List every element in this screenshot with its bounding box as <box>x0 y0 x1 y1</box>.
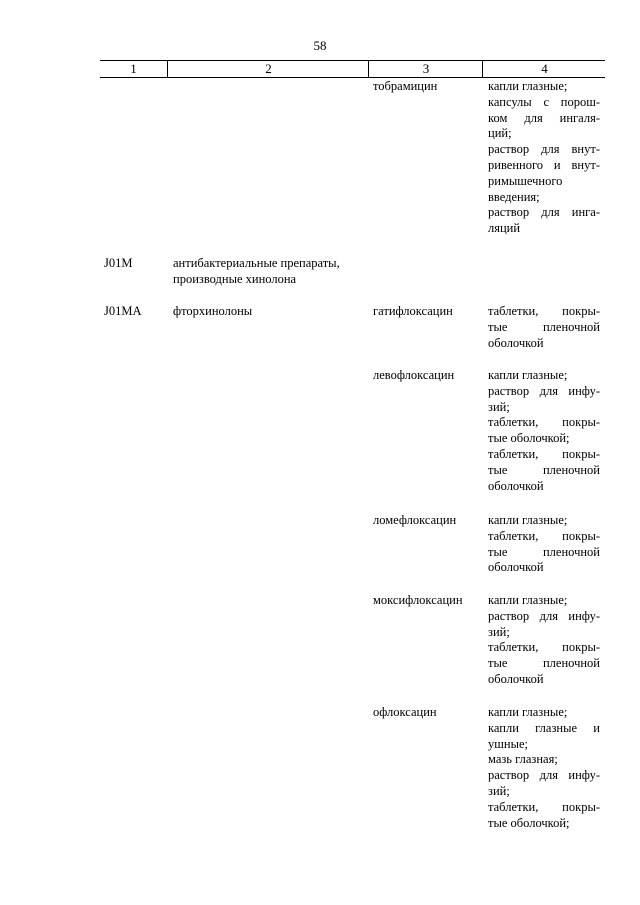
dosage-forms-line: оболочкой <box>488 335 544 350</box>
dosage-forms-line: таблетки, покры- <box>488 446 600 461</box>
page-number: 58 <box>313 38 327 53</box>
dosage-forms-line: ушные; <box>488 736 528 751</box>
dosage-forms <box>488 513 600 576</box>
column-header-2: 2 <box>167 61 369 77</box>
drug-name <box>373 79 437 95</box>
dosage-forms-line: капли глазные; <box>488 593 568 607</box>
dosage-forms-line: тые пленочной <box>488 656 600 671</box>
dosage-forms-line: капли глазные; <box>488 79 568 93</box>
dosage-forms-line: мазь глазная; <box>488 752 558 767</box>
dosage-forms-line: раствор для инга- <box>488 205 600 220</box>
dosage-forms-line: таблетки, покры- <box>488 528 600 543</box>
dosage-forms-line: раствор для внут- <box>488 142 600 157</box>
dosage-forms-line: раствор для инфу- <box>488 608 600 623</box>
dosage-forms-line: ций; <box>488 126 512 141</box>
table-header <box>100 60 605 78</box>
atc-code-line: J01M <box>104 256 133 270</box>
drug-name-line: моксифлоксацин <box>373 593 463 607</box>
column-header-4: 4 <box>482 61 606 77</box>
dosage-forms-line: таблетки, покры- <box>488 640 600 655</box>
dosage-forms-line: раствор для инфу- <box>488 383 600 398</box>
dosage-forms-line: зий; <box>488 783 510 798</box>
dosage-forms <box>488 304 600 351</box>
drug-name <box>373 368 454 384</box>
anatomical-therapeutic-group-line: антибактериальные препараты, <box>173 256 340 270</box>
dosage-forms-line: оболочкой <box>488 478 544 493</box>
dosage-forms-line: тые оболочкой; <box>488 815 570 830</box>
dosage-forms-line: ляций <box>488 221 521 236</box>
drug-name <box>373 593 463 609</box>
dosage-forms <box>488 79 600 237</box>
dosage-forms-line: оболочкой <box>488 671 544 686</box>
drug-name <box>373 304 453 320</box>
drug-name-line: ломефлоксацин <box>373 513 457 527</box>
drug-name <box>373 705 437 721</box>
drug-name-line: гатифлоксацин <box>373 304 453 318</box>
dosage-forms-line: раствор для инфу- <box>488 768 600 783</box>
dosage-forms-line: оболочкой <box>488 560 544 575</box>
dosage-forms-line: таблетки, покры- <box>488 415 600 430</box>
dosage-forms-line: зий; <box>488 624 510 639</box>
column-header-3: 3 <box>368 61 483 77</box>
anatomical-therapeutic-group-line: производные хинолона <box>173 271 297 286</box>
dosage-forms-line: тые оболочкой; <box>488 431 570 446</box>
dosage-forms-line: введения; <box>488 189 540 204</box>
dosage-forms-line: капли глазные; <box>488 705 568 719</box>
dosage-forms <box>488 368 600 494</box>
anatomical-therapeutic-group-line: фторхинолоны <box>173 304 253 318</box>
atc-code-line: J01MA <box>104 304 142 318</box>
atc-code <box>104 256 132 272</box>
drug-name-line: офлоксацин <box>373 705 437 719</box>
anatomical-therapeutic-group <box>173 304 365 320</box>
drug-name-line: левофлоксацин <box>373 368 455 382</box>
column-header-1: 1 <box>130 61 137 76</box>
atc-code <box>104 304 142 320</box>
dosage-forms-line: таблетки, покры- <box>488 799 600 814</box>
dosage-forms-line: ривенного и внут- <box>488 157 600 172</box>
drug-name-line: тобрамицин <box>373 79 438 93</box>
dosage-forms <box>488 593 600 688</box>
dosage-forms-line: капли глазные; <box>488 513 568 527</box>
drug-name <box>373 513 456 529</box>
dosage-forms-line: тые пленочной <box>488 544 600 559</box>
dosage-forms-line: ком для ингаля- <box>488 110 600 125</box>
dosage-forms-line: тые пленочной <box>488 319 600 334</box>
dosage-forms-line: таблетки, покры- <box>488 304 600 318</box>
dosage-forms-line: зий; <box>488 399 510 414</box>
dosage-forms-line: капли глазные и <box>488 720 600 735</box>
dosage-forms-line: капли глазные; <box>488 368 568 382</box>
dosage-forms-line: тые пленочной <box>488 462 600 477</box>
dosage-forms-line: римышечного <box>488 173 563 188</box>
dosage-forms-line: капсулы с порош- <box>488 94 600 109</box>
anatomical-therapeutic-group <box>173 256 365 288</box>
dosage-forms <box>488 705 600 831</box>
